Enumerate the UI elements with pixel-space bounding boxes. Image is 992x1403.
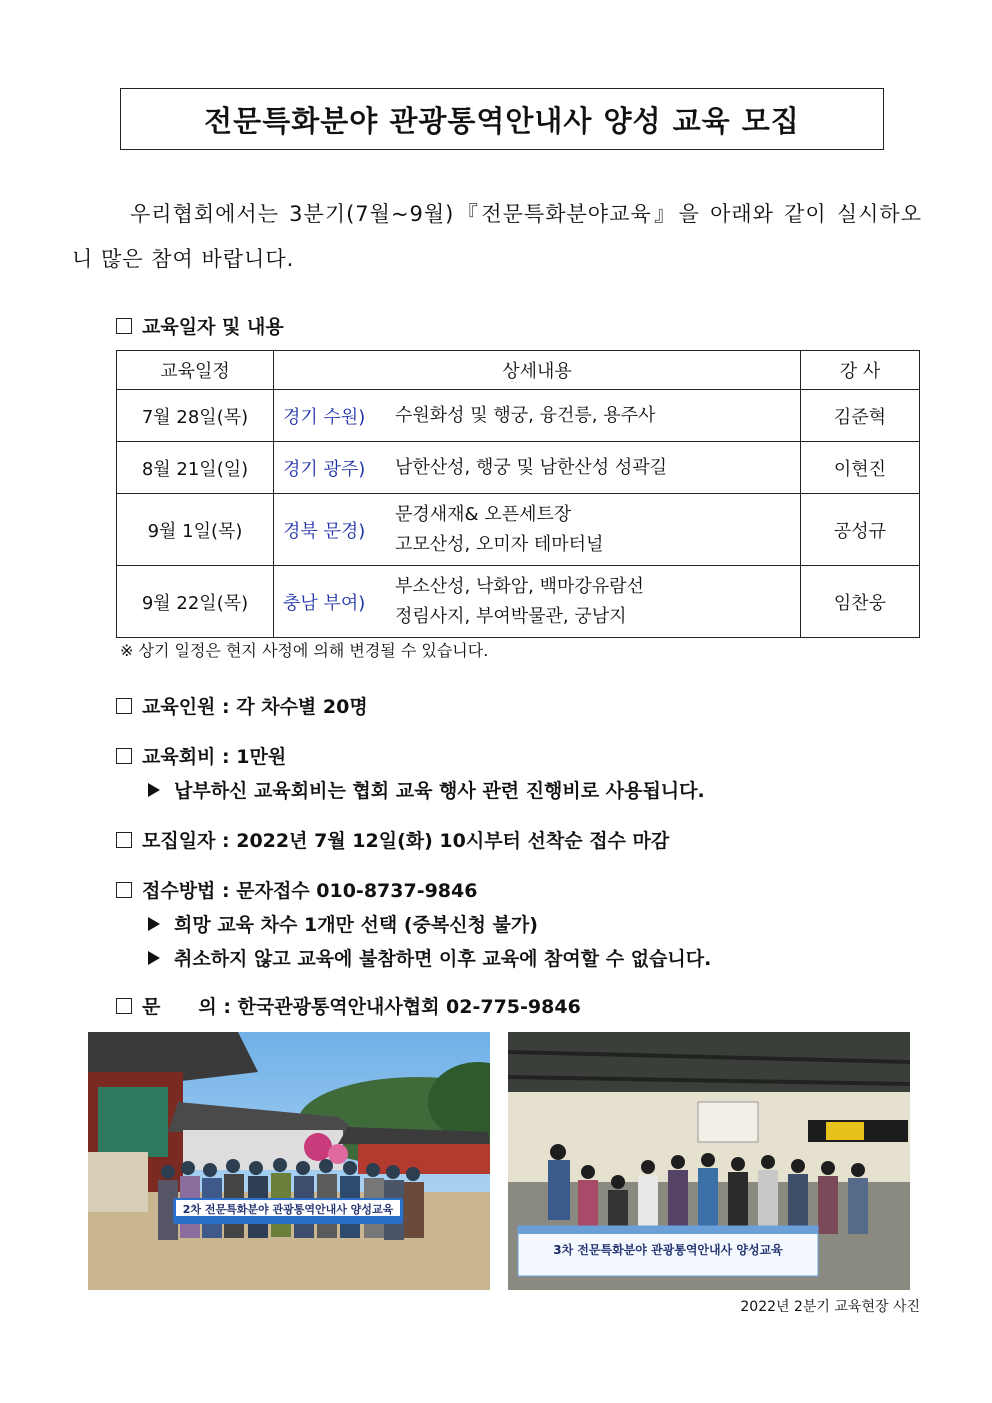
schedule-note: ※ 상기 일정은 현지 사정에 의해 변경될 수 있습니다. (120, 641, 489, 660)
table-header-row (117, 351, 920, 390)
row-detail (274, 494, 801, 566)
header-detail: 상세내용 (274, 351, 801, 390)
row-detail (274, 442, 801, 494)
title-box (120, 88, 884, 150)
photo-station-image (508, 1032, 910, 1290)
row-region: 경북 문경) (283, 520, 366, 542)
table-row (117, 494, 920, 566)
row-instructor: 공성규 (801, 494, 920, 566)
row-spot: 고모산성, 오미자 테마터널 (395, 533, 604, 555)
inquiry-text: 문 의 : 한국관광통역안내사협회 02-775-9846 (142, 996, 581, 1018)
checkbox-icon (116, 318, 132, 334)
fee-note (148, 776, 705, 803)
apply-text: 접수방법 : 문자접수 010-8737-9846 (142, 880, 478, 902)
row-date: 9월 22일(목) (117, 566, 274, 638)
row-instructor: 임찬웅 (801, 566, 920, 638)
checkbox-icon (116, 832, 132, 848)
row-instructor: 이현진 (801, 442, 920, 494)
row-detail (274, 566, 801, 638)
photo-station-group (508, 1032, 910, 1290)
capacity-text: 교육인원 : 각 차수별 20명 (142, 696, 368, 718)
section-schedule (116, 312, 284, 339)
checkbox-icon (116, 882, 132, 898)
apply-note-2-text: 취소하지 않고 교육에 불참하면 이후 교육에 참여할 수 없습니다. (174, 948, 712, 970)
section-fee (116, 742, 286, 769)
table-row (117, 390, 920, 442)
section-recruit (116, 826, 669, 853)
bullet-triangle-icon (148, 951, 160, 965)
row-date: 8월 21일(일) (117, 442, 274, 494)
header-instructor: 강 사 (801, 351, 920, 390)
page-title: 전문특화분야 관광통역안내사 양성 교육 모집 (204, 103, 800, 138)
checkbox-icon (116, 748, 132, 764)
apply-note-1 (148, 910, 538, 937)
row-spot: 부소산성, 낙화암, 백마강유람선 (395, 575, 644, 597)
recruit-text: 모집일자 : 2022년 7월 12일(화) 10시부터 선착순 접수 마감 (142, 830, 670, 852)
table-row (117, 442, 920, 494)
row-spot: 남한산성, 행궁 및 남한산성 성곽길 (395, 456, 668, 478)
table-row (117, 566, 920, 638)
row-spot: 수원화성 및 행궁, 융건릉, 용주사 (395, 404, 656, 426)
row-region: 충남 부여) (283, 592, 366, 614)
row-instructor: 김준혁 (801, 390, 920, 442)
fee-note-text: 납부하신 교육회비는 협회 교육 행사 관련 진행비로 사용됩니다. (174, 780, 705, 802)
fee-text: 교육회비 : 1만원 (142, 746, 287, 768)
section-inquiry (116, 992, 581, 1019)
section-apply (116, 876, 477, 903)
bullet-triangle-icon (148, 783, 160, 797)
apply-note-1-text: 희망 교육 차수 1개만 선택 (중복신청 불가) (174, 914, 538, 936)
banner-text-1: 2차 전문특화분야 관광통역안내사 양성교육 (182, 1203, 394, 1216)
checkbox-icon (116, 998, 132, 1014)
checkbox-icon (116, 698, 132, 714)
row-spot: 문경새재& 오픈세트장 (395, 503, 572, 525)
photo-temple-group (88, 1032, 490, 1290)
banner-text-2: 3차 전문특화분야 관광통역안내사 양성교육 (553, 1243, 783, 1257)
schedule-heading: 교육일자 및 내용 (142, 316, 284, 338)
photo-temple-image (88, 1032, 490, 1290)
schedule-table (116, 350, 920, 638)
row-date: 9월 1일(목) (117, 494, 274, 566)
photo-caption: 2022년 2분기 교육현장 사진 (740, 1299, 920, 1315)
row-region: 경기 광주) (283, 458, 366, 480)
bullet-triangle-icon (148, 917, 160, 931)
header-date: 교육일정 (117, 351, 274, 390)
section-capacity (116, 692, 368, 719)
intro-text: 우리협회에서는 3분기(7월~9월)『전문특화분야교육』을 아래와 같이 실시하오니 많은 참여 바랍니다. (72, 202, 922, 271)
row-date: 7월 28일(목) (117, 390, 274, 442)
intro-paragraph (72, 192, 922, 282)
row-spot: 정림사지, 부여박물관, 궁남지 (395, 605, 627, 627)
apply-note-2 (148, 944, 711, 971)
row-region: 경기 수원) (283, 406, 366, 428)
row-detail (274, 390, 801, 442)
